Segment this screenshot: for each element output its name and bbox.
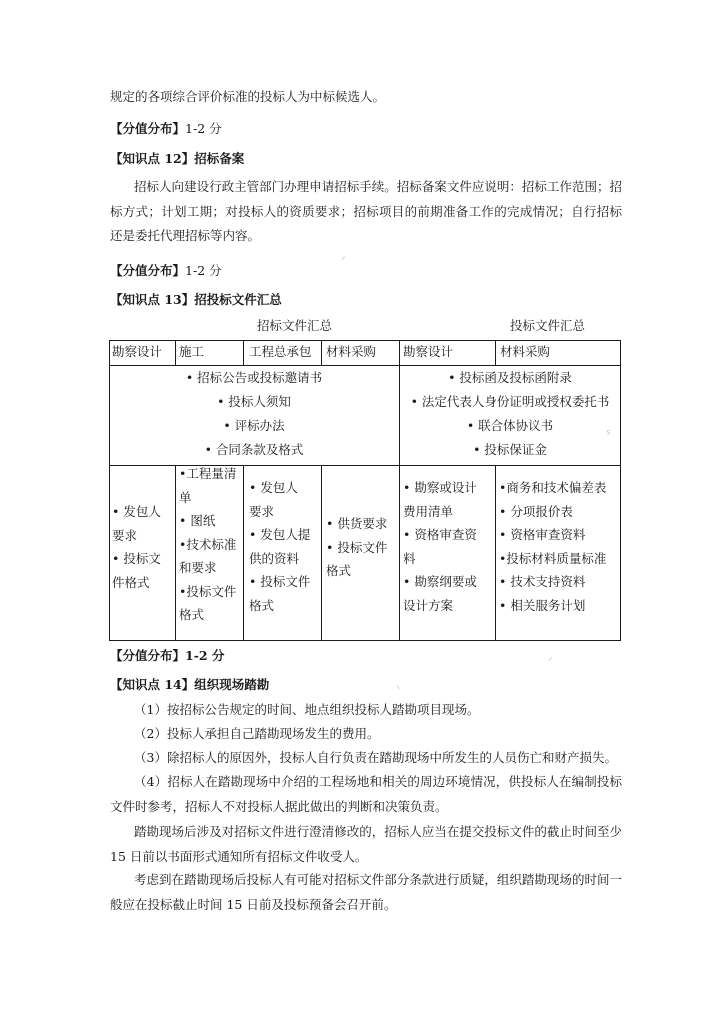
score-label: 【分值分布】: [110, 648, 186, 663]
list-item: 要求: [249, 503, 275, 519]
score-distribution-2: [110, 263, 222, 279]
scan-mark: ᐟ: [341, 254, 346, 267]
kp13-title: 【知识点 13】招投标文件汇总: [110, 292, 282, 307]
list-item: 格式: [249, 597, 275, 613]
list-item: • 图纸: [179, 513, 216, 528]
list-item: •商务和技术偏差表: [499, 480, 607, 495]
list-item: • 资格审查资料: [499, 527, 586, 542]
construction-specific: [179, 462, 236, 627]
list-item: •技术标准: [179, 536, 237, 552]
score-value: 1-2 分: [185, 121, 222, 136]
kp14-paragraph-1: 踏勘现场后涉及对招标文件进行澄清修改的，招标人应当在提交投标文件的截止时间至少 15 日前以书面形式通知所有招标文件收受人。: [110, 824, 622, 864]
score-value: 1-2 分: [185, 648, 225, 663]
survey-design-specific: [112, 500, 161, 594]
tender-survey-design-specific: [403, 476, 477, 617]
header-construction: 施工: [179, 344, 205, 359]
list-item: • 投标文: [112, 551, 161, 566]
header-material-procurement: 材料采购: [326, 344, 377, 359]
score-label: 【分值分布】: [110, 121, 186, 136]
kp14-item-1: （1）按招标公告规定的时间、地点组织投标人踏勘项目现场。: [134, 702, 480, 717]
kp14-item-3: （3）除招标人的原因外，投标人自行负责在踏勘现场中所发生的人员伤亡和财产损失。: [134, 750, 617, 765]
list-item: •工程量清: [179, 466, 237, 481]
list-item: • 供货要求: [326, 516, 388, 531]
list-item: • 发包人: [112, 504, 161, 519]
list-item: • 投标文件: [326, 539, 388, 555]
list-item: 费用清单: [403, 503, 454, 519]
list-item: • 联合体协议书: [466, 418, 554, 433]
list-item: • 投标保证金: [473, 442, 547, 457]
scan-mark: ᐟ: [548, 655, 553, 668]
header-tender-material-procurement: 材料采购: [500, 344, 551, 359]
list-item: • 法定代表人身份证明或授权委托书: [410, 394, 610, 409]
list-item: • 勘察纲要或: [403, 574, 477, 589]
documents-summary-table: [109, 340, 621, 641]
list-item: 料: [403, 550, 416, 566]
scan-mark: ᐠ: [396, 683, 401, 696]
list-item: • 投标文件: [249, 574, 311, 589]
list-item: • 投标函及投标函附录: [448, 370, 572, 385]
list-item: • 合同条款及格式: [204, 442, 304, 457]
caption-tender-docs: 投标文件汇总: [510, 318, 586, 333]
kp14-title: 【知识点 14】组织现场踏勘: [110, 677, 270, 692]
kp12-title: 【知识点 12】招标备案: [110, 151, 245, 166]
list-item: 格式: [179, 607, 205, 622]
list-item: • 相关服务计划: [499, 597, 586, 613]
epc-specific: [249, 476, 310, 617]
list-item: • 勘察或设计: [403, 480, 477, 495]
kp14-item-2: （2）投标人承担自己踏勘现场发生的费用。: [134, 726, 380, 741]
material-procurement-specific: [326, 512, 387, 583]
tender-material-procurement-specific: [499, 476, 606, 617]
list-item: •投标文件: [179, 583, 237, 599]
kp14-paragraph-2: 考虑到在踏勘现场后投标人有可能对招标文件部分条款进行质疑，组织踏勘现场的时间一般应在投标截止时间 15 日前及投标预备会召开前。: [110, 872, 622, 912]
intro-line: 规定的各项综合评价标准的投标人为中标候选人。: [110, 89, 386, 104]
list-item: 和要求: [179, 560, 217, 575]
common-tender-items: [400, 366, 620, 462]
list-item: • 投标人须知: [217, 394, 291, 409]
score-value: 1-2 分: [185, 263, 222, 278]
list-item: • 技术支持资料: [499, 574, 586, 589]
list-item: 格式: [326, 563, 352, 578]
list-item: 供的资料: [249, 550, 300, 566]
list-item: 要求: [112, 527, 138, 543]
common-bidding-items: [109, 366, 399, 462]
list-item: • 资格审查资: [403, 527, 477, 542]
list-item: •投标材料质量标准: [499, 550, 607, 566]
list-item: • 发包人: [249, 480, 298, 495]
list-item: 件格式: [112, 574, 150, 590]
header-tender-survey-design: 勘察设计: [403, 344, 454, 359]
list-item: • 评标办法: [223, 418, 285, 433]
list-item: 单: [179, 489, 192, 505]
header-survey-design: 勘察设计: [112, 344, 163, 359]
list-item: • 招标公告或投标邀请书: [185, 370, 323, 385]
list-item: 设计方案: [403, 597, 454, 613]
score-distribution-1: [110, 121, 222, 137]
header-epc: 工程总承包: [249, 344, 312, 359]
scan-mark: ᔆ: [606, 428, 611, 441]
caption-bidding-docs: 招标文件汇总: [257, 318, 333, 333]
kp14-item-4: （4）招标人在踏勘现场中介绍的工程场地和相关的周边环境情况，供投标人在编制投标文件时参考，招标人不对投标人据此做出的判断和决策负责。: [110, 774, 622, 814]
list-item: • 分项报价表: [499, 503, 573, 519]
score-distribution-3: [110, 648, 224, 664]
list-item: • 发包人提: [249, 527, 311, 542]
kp12-paragraph: 招标人向建设行政主管部门办理申请招标手续。招标备案文件应说明：招标工作范围；招标方式；计划工期；对投标人的资质要求；招标项目的前期准备工作的完成情况；自行招标还是委托代理招标等内容。: [110, 179, 622, 243]
score-label: 【分值分布】: [110, 263, 186, 278]
